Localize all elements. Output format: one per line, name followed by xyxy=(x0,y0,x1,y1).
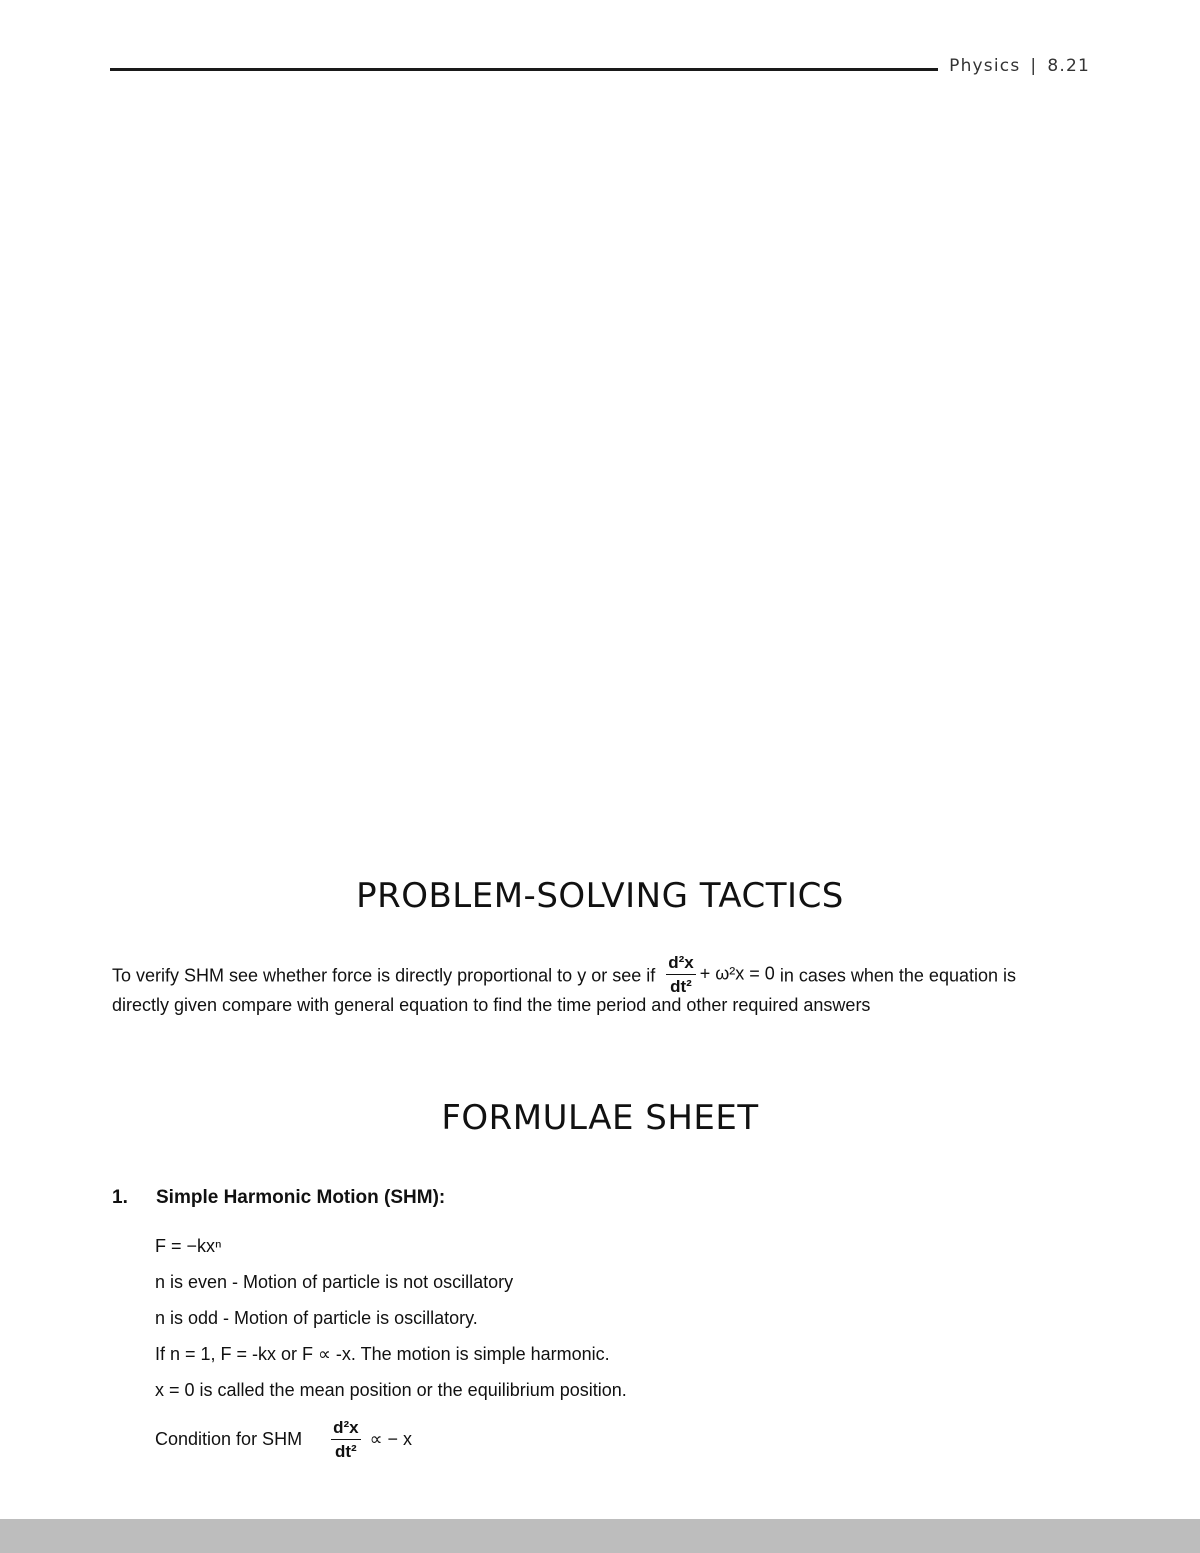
formula-line: F = −kxⁿ xyxy=(155,1236,222,1256)
formula-line: x = 0 is called the mean position or the equilibrium position. xyxy=(155,1380,627,1400)
tactics-paragraph-line-1 xyxy=(112,955,1016,998)
formula-item-title: Simple Harmonic Motion (SHM): xyxy=(156,1187,446,1208)
tactics-text-before: To verify SHM see whether force is directly proportional to y or see if xyxy=(112,965,656,986)
problem-solving-tactics-title: PROBLEM-SOLVING TACTICS xyxy=(356,876,844,916)
shm-condition-denominator: dt² xyxy=(334,1442,357,1461)
footer-band xyxy=(0,1519,1200,1553)
formula-item-number: 1. xyxy=(112,1187,128,1208)
formula-lines xyxy=(155,1236,627,1416)
shm-condition-fraction xyxy=(331,1418,361,1461)
shm-condition xyxy=(155,1418,412,1461)
header-separator: | xyxy=(1030,56,1038,76)
tactics-equation xyxy=(660,953,775,996)
header-subject: Physics xyxy=(949,56,1021,76)
tactics-paragraph-line-2: directly given compare with general equation to find the time period and other required answers xyxy=(112,995,871,1015)
header-rule xyxy=(110,68,938,71)
header-page-number: 8.21 xyxy=(1047,56,1090,76)
formula-line: n is even - Motion of particle is not oscillatory xyxy=(155,1272,514,1292)
page-header xyxy=(110,56,1090,82)
formula-item-heading xyxy=(112,1187,445,1209)
shm-condition-numerator: d²x xyxy=(331,1418,361,1440)
shm-condition-label: Condition for SHM xyxy=(155,1429,303,1449)
tactics-fraction-numerator: d²x xyxy=(666,953,696,975)
tactics-text-after: in cases when the equation is xyxy=(779,965,1016,986)
header-text xyxy=(949,56,1090,76)
tactics-fraction xyxy=(666,953,696,996)
tactics-fraction-denominator: dt² xyxy=(670,977,692,996)
formula-line: If n = 1, F = -kx or F ∝ -x. The motion is simple harmonic. xyxy=(155,1344,610,1364)
formulae-sheet-title: FORMULAE SHEET xyxy=(441,1098,759,1138)
formula-line: n is odd - Motion of particle is oscillatory. xyxy=(155,1308,478,1328)
tactics-equation-rest: + ω²x = 0 xyxy=(699,963,775,984)
shm-condition-relation: ∝ − x xyxy=(369,1429,412,1449)
